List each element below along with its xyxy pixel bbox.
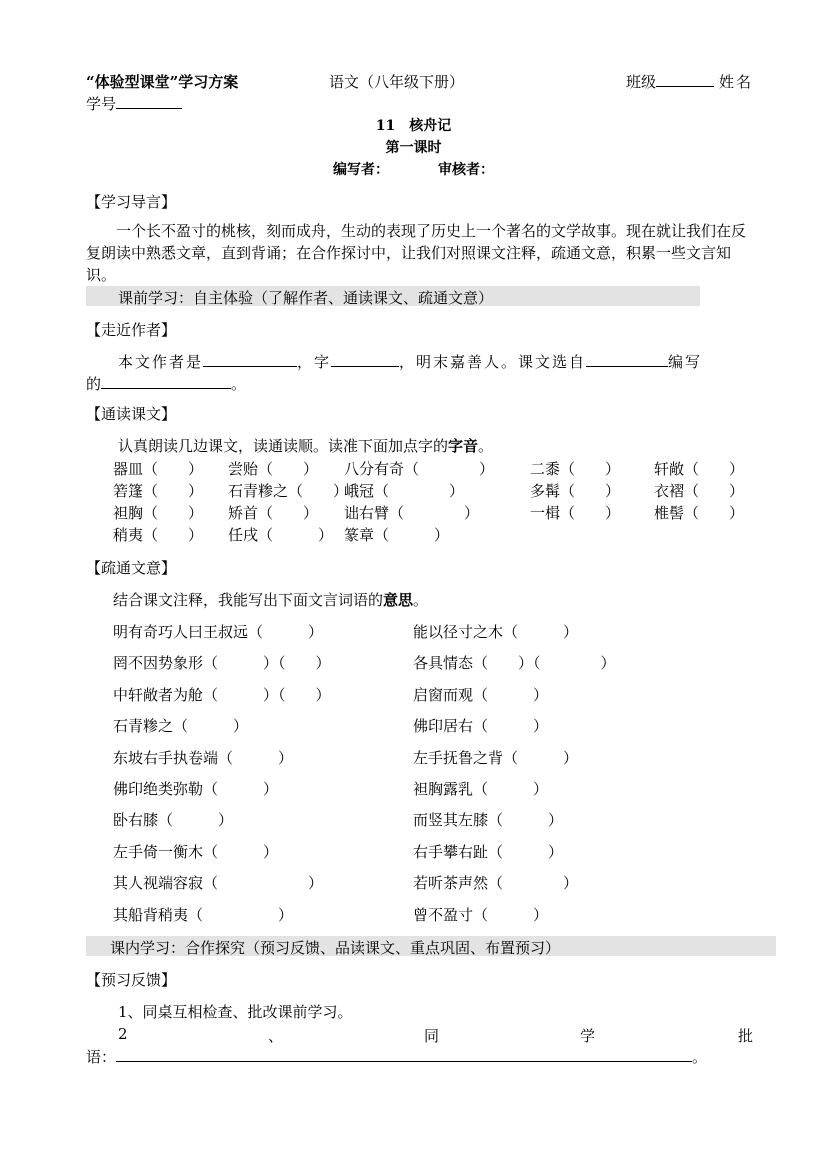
- pinyin-item[interactable]: 任戌（ ）: [228, 526, 334, 544]
- meaning-item[interactable]: 曾不盈寸（ ）: [413, 905, 549, 924]
- meaning-item[interactable]: 东坡右手执卷端（ ）: [113, 748, 294, 767]
- courtesy-name-blank[interactable]: [331, 352, 399, 367]
- class-label: 班级: [626, 73, 657, 91]
- meaning-item[interactable]: 启窗而观（ ）: [413, 685, 549, 704]
- lesson-title: 11 核舟记: [375, 118, 452, 134]
- author-text: 的: [86, 375, 102, 393]
- meaning-item[interactable]: 右手攀右趾（ ）: [413, 842, 564, 861]
- feedback-comment-line: [86, 1046, 707, 1067]
- pinyin-item[interactable]: 篆章（ ）: [344, 526, 450, 544]
- pinyin-item[interactable]: 矫首（ ）: [228, 504, 319, 522]
- meaning-item[interactable]: 能以径寸之木（ ）: [413, 623, 579, 641]
- pinyin-item[interactable]: 二黍（ ）: [530, 460, 621, 478]
- meaning-item[interactable]: 若听茶声然（ ）: [413, 874, 579, 893]
- student-no-label: 学号: [86, 95, 117, 113]
- instruction-text: 。: [413, 591, 429, 609]
- meaning-item[interactable]: 佛印居右（ ）: [413, 717, 549, 736]
- author-text: 本文作者是: [118, 353, 204, 371]
- pinyin-item[interactable]: 尝贻（ ）: [228, 460, 319, 478]
- author-fill-line: [118, 351, 754, 372]
- feedback-item-2-text: 、: [268, 1027, 284, 1045]
- feedback-heading: 【预习反馈】: [86, 971, 177, 989]
- reading-instruction: [118, 435, 493, 456]
- meaning-item[interactable]: 卧右膝（ ）: [113, 811, 234, 830]
- pinyin-item[interactable]: 椎髻（ ）: [654, 504, 745, 522]
- meaning-instruction: [113, 589, 428, 610]
- intro-paragraph: 一个长不盈寸的桃核，刻而成舟，生动的表现了历史上一个著名的文学故事。现在就让我们在反复朗读中熟悉文章，直到背诵；在合作探讨中，让我们对照课文注释，疏通文意，积累一些文言知识。: [86, 222, 747, 284]
- pinyin-item[interactable]: 箬篷（ ）: [113, 482, 204, 500]
- reading-heading: 【通读课文】: [86, 405, 177, 423]
- author-text: ，字: [297, 353, 332, 371]
- meaning-item[interactable]: 左手倚一衡木（ ）: [113, 842, 279, 861]
- pinyin-item[interactable]: 衣褶（ ）: [654, 482, 745, 500]
- intro-heading: 【学习导言】: [86, 193, 177, 211]
- period-title: 第一课时: [385, 140, 442, 156]
- instruction-emphasis: 意思: [383, 591, 414, 609]
- meaning-item[interactable]: 佛印绝类弥勒（ ）: [113, 780, 279, 798]
- author-heading: 【走近作者】: [86, 321, 177, 339]
- doc-title: “体验型课堂”学习方案: [86, 73, 239, 91]
- source-book-blank[interactable]: [101, 374, 231, 389]
- feedback-item-1: 1、同桌互相检查、批改课前学习。: [118, 1003, 353, 1021]
- instruction-text: 。: [478, 437, 494, 455]
- meaning-item[interactable]: 其人视端容寂（ ）: [113, 874, 324, 893]
- feedback-item-2-text: 同: [424, 1027, 440, 1045]
- pinyin-item[interactable]: 石青糁之（ ）: [228, 482, 349, 500]
- meaning-item[interactable]: 各具情态（ ）（ ）: [413, 654, 616, 673]
- author-text: 编写: [668, 353, 703, 371]
- student-no-field[interactable]: [86, 93, 182, 114]
- pinyin-item[interactable]: 轩敞（ ）: [654, 460, 745, 478]
- comment-blank[interactable]: [116, 1047, 692, 1062]
- pinyin-item[interactable]: 袒胸（ ）: [113, 504, 204, 522]
- pinyin-item[interactable]: 器皿（ ）: [113, 460, 204, 478]
- authors-line: 编写者： 审核者：: [333, 162, 494, 178]
- instruction-emphasis: 字音: [448, 437, 479, 455]
- pinyin-item[interactable]: 峨冠（ ）: [344, 482, 465, 500]
- meaning-heading: 【疏通文意】: [86, 559, 177, 577]
- pinyin-item[interactable]: 多髯（ ）: [530, 482, 621, 500]
- feedback-item-2-text: 批: [738, 1027, 754, 1045]
- comment-label: 语：: [86, 1048, 117, 1066]
- meaning-item[interactable]: 而竖其左膝（ ）: [413, 811, 564, 830]
- meaning-item[interactable]: 其船背稍夷（ ）: [113, 905, 294, 924]
- instruction-text: 认真朗读几边课文，读通读顺。读准下面加点字的: [118, 437, 449, 455]
- author-fill-line-2: [86, 373, 246, 394]
- class-field[interactable]: [626, 71, 714, 92]
- feedback-item-2-num: 2: [118, 1025, 128, 1043]
- meaning-item[interactable]: 明有奇巧人曰王叔远（ ）: [113, 623, 324, 641]
- student-no-blank[interactable]: [116, 94, 182, 109]
- subject-label: 语文（八年级下册）: [329, 73, 465, 91]
- meaning-item[interactable]: 中轩敞者为舱（ ）（ ）: [113, 685, 331, 704]
- feedback-item-2-text: 学: [580, 1027, 596, 1045]
- class-blank[interactable]: [656, 72, 714, 87]
- meaning-item[interactable]: 左手抚鲁之背（ ）: [413, 748, 579, 767]
- meaning-item[interactable]: 罔不因势象形（ ）（ ）: [113, 654, 331, 673]
- pinyin-item[interactable]: 诎右臂（ ）: [344, 504, 480, 522]
- author-text: 。: [231, 375, 247, 393]
- source-editor-blank[interactable]: [586, 352, 668, 367]
- in-class-title: 课内学习：合作探究（预习反馈、品读课文、重点巩固、布置预习）: [110, 939, 561, 957]
- pinyin-item[interactable]: 八分有奇（ ）: [344, 460, 495, 478]
- comment-end: 。: [692, 1048, 708, 1066]
- author-name-blank[interactable]: [203, 352, 297, 367]
- author-text: ，明末嘉善人。课文选自: [399, 353, 587, 371]
- name-label[interactable]: 姓名: [719, 73, 754, 91]
- pre-class-title: 课前学习：自主体验（了解作者、通读课文、疏通文意）: [118, 289, 494, 307]
- pinyin-item[interactable]: 稍夷（ ）: [113, 526, 204, 544]
- instruction-text: 结合课文注释，我能写出下面文言词语的: [113, 591, 384, 609]
- meaning-item[interactable]: 石青糁之（ ）: [113, 717, 249, 736]
- pinyin-item[interactable]: 一楫（ ）: [530, 504, 621, 522]
- meaning-item[interactable]: 袒胸露乳（ ）: [413, 780, 549, 798]
